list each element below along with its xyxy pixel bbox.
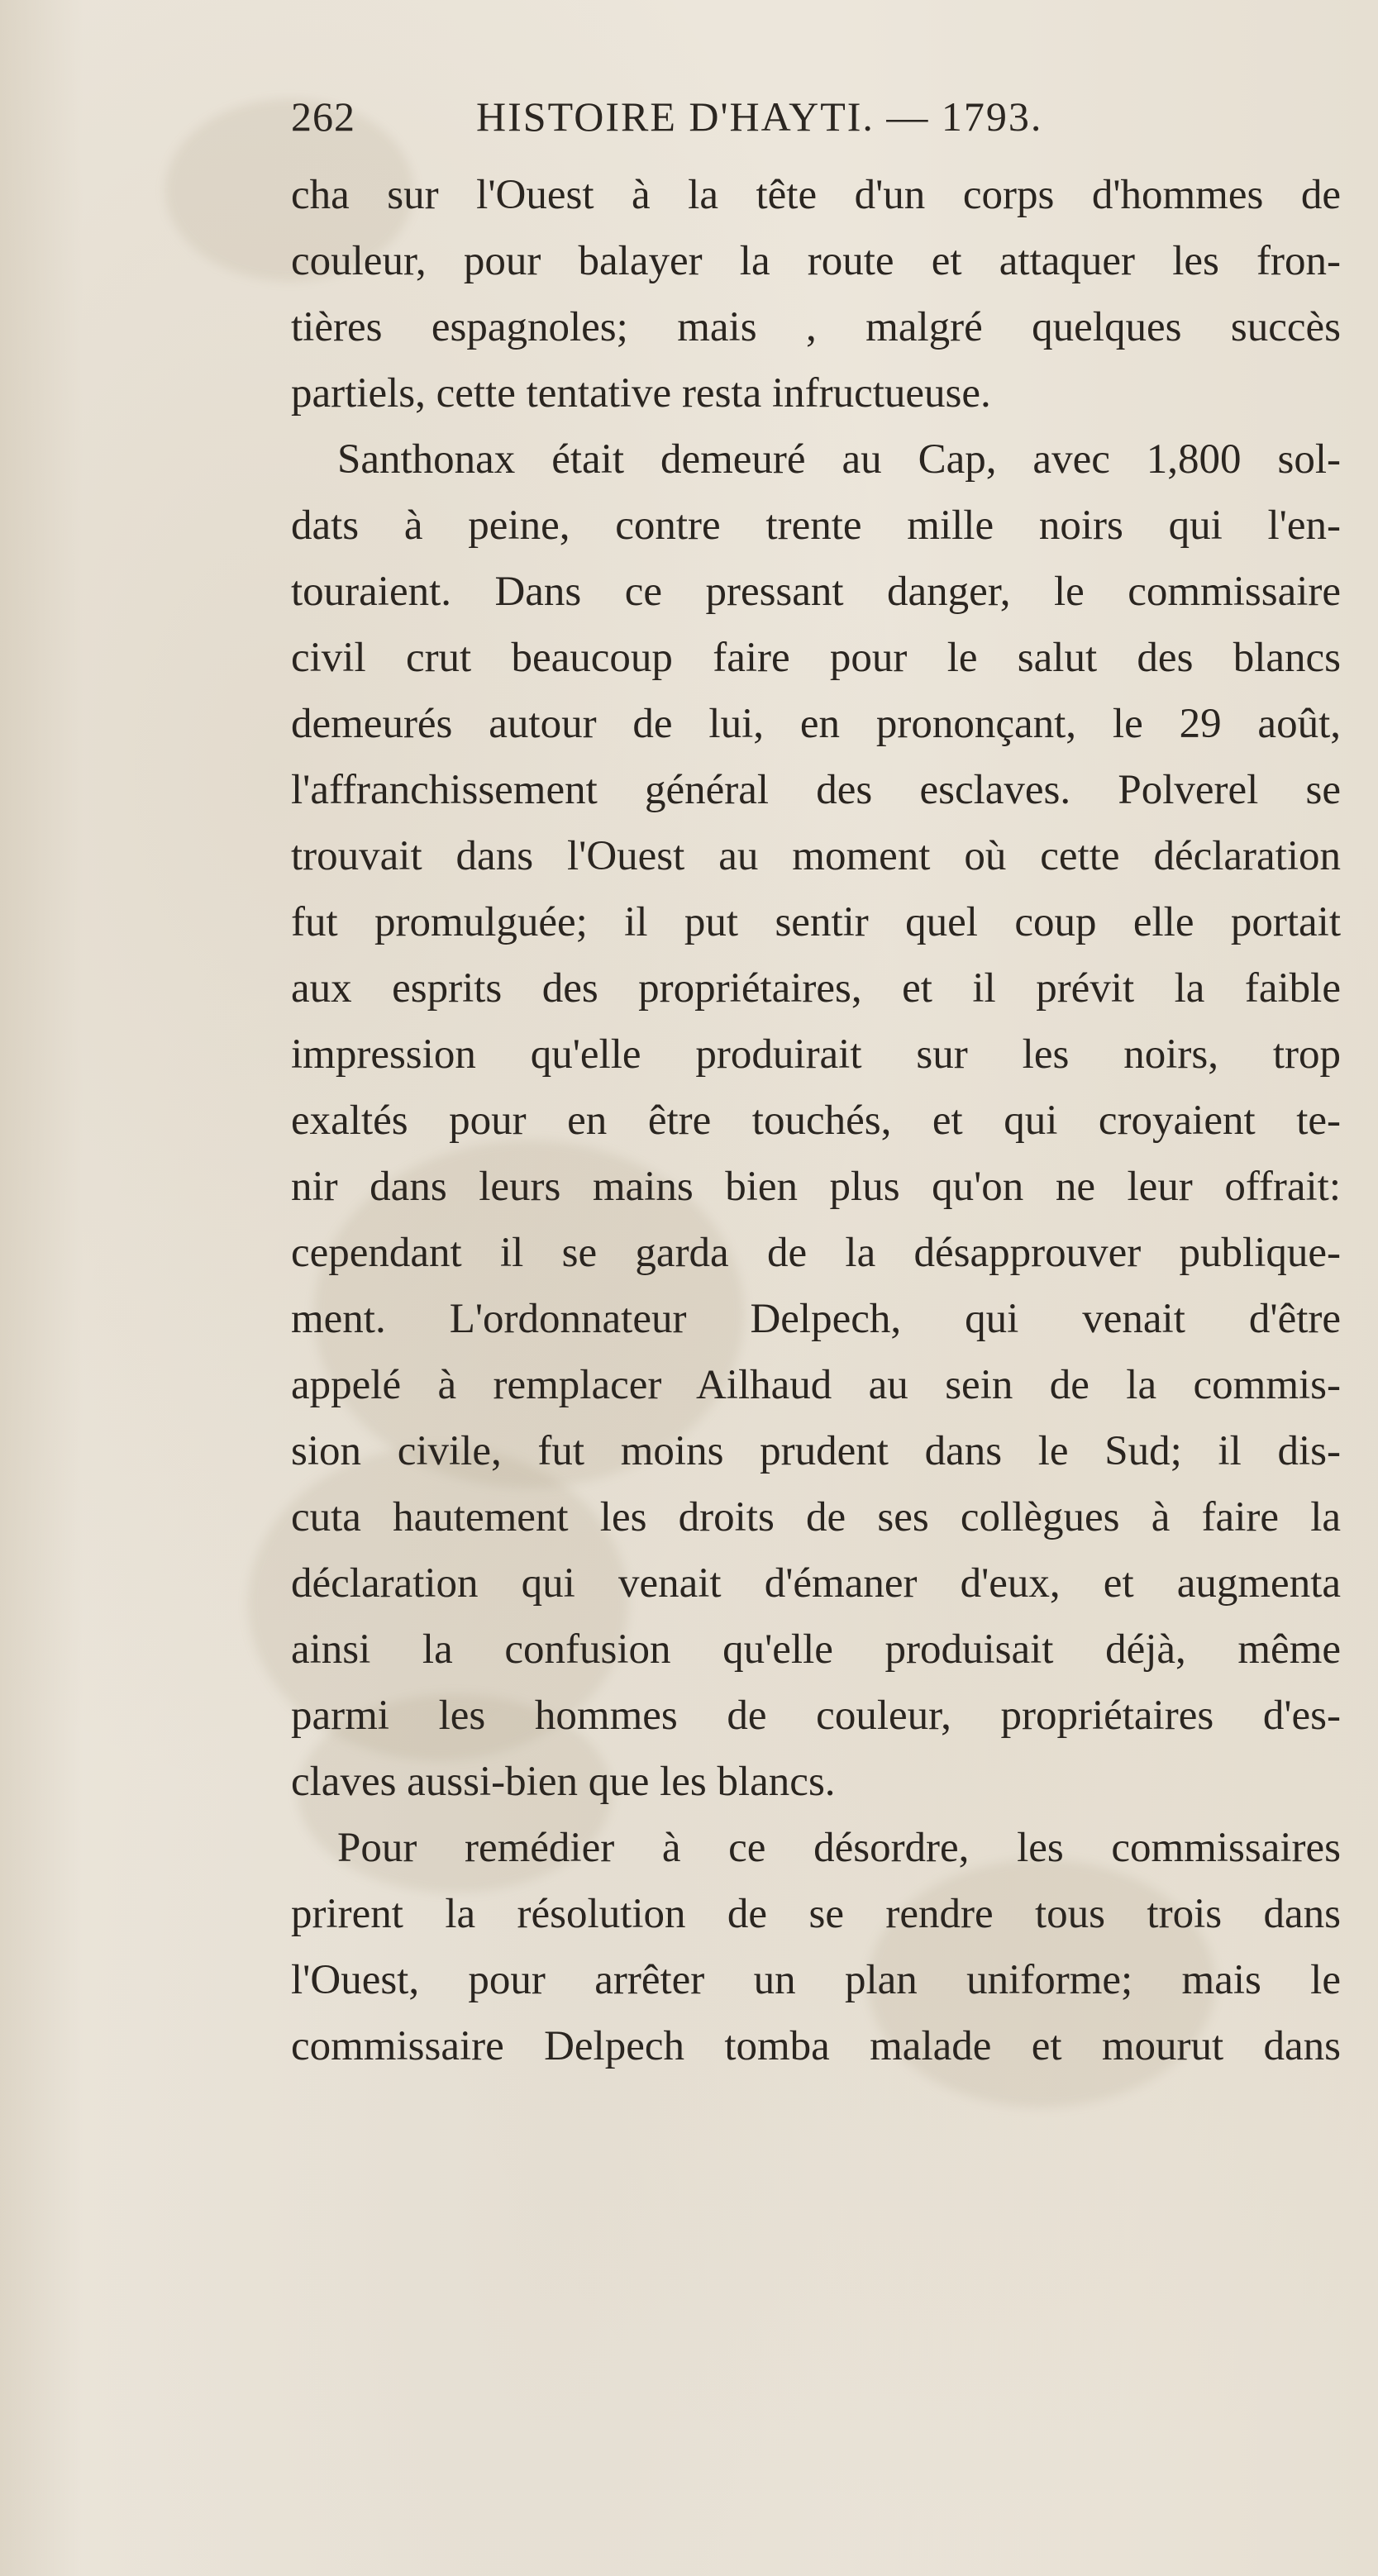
text-line: claves aussi-bien que les blancs. bbox=[291, 1759, 836, 1805]
text-line: exaltés pour en être touchés, et qui croyaient te- bbox=[291, 1098, 1341, 1144]
text-line: appelé à remplacer Ailhaud au sein de la commis- bbox=[291, 1362, 1341, 1408]
text-line: Pour remédier à ce désordre, les commissaires bbox=[337, 1825, 1341, 1871]
text-line: l'Ouest, pour arrêter un plan uniforme; mais le bbox=[291, 1957, 1341, 2003]
text-line: ainsi la confusion qu'elle produisait déjà, même bbox=[291, 1626, 1341, 1673]
text-line: Santhonax était demeuré au Cap, avec 1,800 sol- bbox=[337, 436, 1341, 483]
text-line: aux esprits des propriétaires, et il prévit la faible bbox=[291, 965, 1341, 1012]
text-line: trouvait dans l'Ouest au moment où cette déclaration bbox=[291, 833, 1341, 879]
text-line: dats à peine, contre trente mille noirs qui l'en- bbox=[291, 502, 1341, 549]
text-line: déclaration qui venait d'émaner d'eux, et augmenta bbox=[291, 1560, 1341, 1607]
text-line: demeurés autour de lui, en prononçant, le 29 août, bbox=[291, 701, 1341, 747]
text-line: cuta hautement les droits de ses collègues à faire la bbox=[291, 1494, 1341, 1540]
text-line: tières espagnoles; mais , malgré quelques succès bbox=[291, 304, 1341, 350]
text-line: l'affranchissement général des esclaves. Polverel se bbox=[291, 767, 1341, 813]
text-line: cependant il se garda de la désapprouver publique- bbox=[291, 1230, 1341, 1276]
text-line: touraient. Dans ce pressant danger, le commissaire bbox=[291, 569, 1341, 615]
body-text bbox=[291, 162, 1341, 2079]
text-line: fut promulguée; il put sentir quel coup elle portait bbox=[291, 899, 1341, 945]
text-line: nir dans leurs mains bien plus qu'on ne leur offrait: bbox=[291, 1164, 1341, 1210]
text-line: ment. L'ordonnateur Delpech, qui venait d'être bbox=[291, 1296, 1341, 1342]
text-line: couleur, pour balayer la route et attaquer les fron- bbox=[291, 238, 1341, 284]
text-line: civil crut beaucoup faire pour le salut des blancs bbox=[291, 635, 1341, 681]
text-line: sion civile, fut moins prudent dans le Sud; il dis- bbox=[291, 1428, 1341, 1474]
page-header bbox=[291, 93, 1341, 150]
text-line: partiels, cette tentative resta infructueuse. bbox=[291, 370, 991, 417]
text-line: parmi les hommes de couleur, propriétaires d'es- bbox=[291, 1693, 1341, 1739]
running-title: HISTOIRE D'HAYTI. — 1793. bbox=[476, 93, 1043, 140]
text-line: prirent la résolution de se rendre tous trois dans bbox=[291, 1891, 1341, 1937]
text-line: impression qu'elle produirait sur les noirs, trop bbox=[291, 1031, 1341, 1078]
text-line: cha sur l'Ouest à la tête d'un corps d'hommes de bbox=[291, 172, 1341, 218]
text-line: commissaire Delpech tomba malade et mourut dans bbox=[291, 2023, 1341, 2069]
page-number: 262 bbox=[291, 93, 355, 140]
